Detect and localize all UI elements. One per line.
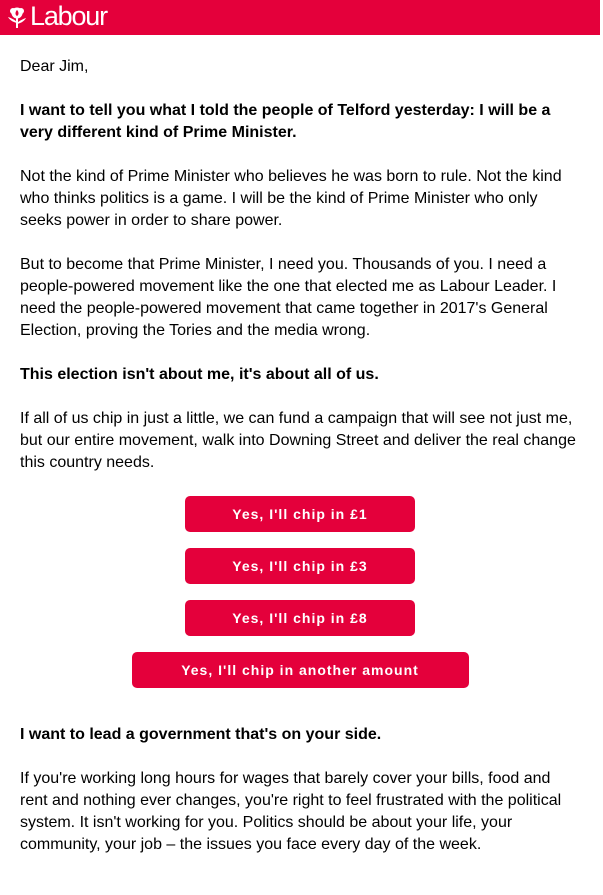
highlight-paragraph-2: I want to lead a government that's on your side.: [20, 726, 382, 743]
chip-in-3-button[interactable]: Yes, I'll chip in £3: [185, 548, 415, 584]
rose-icon: [6, 6, 28, 30]
highlight-paragraph-1: This election isn't about me, it's about all of us.: [20, 366, 379, 383]
body-paragraph-3: If all of us chip in just a little, we can fund a campaign that will see not just me, but our entire movement, walk into Downing Street and deliver the real change this country needs.: [20, 410, 576, 471]
donate-buttons: [20, 496, 580, 688]
chip-in-8-button[interactable]: Yes, I'll chip in £8: [185, 600, 415, 636]
labour-logo[interactable]: [6, 0, 107, 35]
body-paragraph-1: Not the kind of Prime Minister who believes he was born to rule. Not the kind who thinks politics is a game. I will be the kind of Prime Minister who only seeks power in order to share power.: [20, 168, 562, 229]
chip-in-other-button[interactable]: Yes, I'll chip in another amount: [132, 652, 469, 688]
logo-text: Labour: [30, 1, 107, 31]
body-paragraph-4: If you're working long hours for wages that barely cover your bills, food and rent and nothing ever changes, you're right to feel frustrated with the political system. It isn't working for you. Politics should be about your life, your community, your job – the issues you face every day of the week.: [20, 770, 562, 853]
header-bar: [0, 0, 600, 35]
greeting: Dear Jim,: [20, 58, 89, 75]
body-paragraph-2: But to become that Prime Minister, I need you. Thousands of you. I need a people-powered movement like the one that elected me as Labour Leader. I need the people-powered movement that came together in 2017's General Election, proving the Tories and the media wrong.: [20, 256, 557, 339]
intro-paragraph: I want to tell you what I told the people of Telford yesterday: I will be a very different kind of Prime Minister.: [20, 102, 551, 141]
email-body: [20, 56, 580, 878]
chip-in-1-button[interactable]: Yes, I'll chip in £1: [185, 496, 415, 532]
